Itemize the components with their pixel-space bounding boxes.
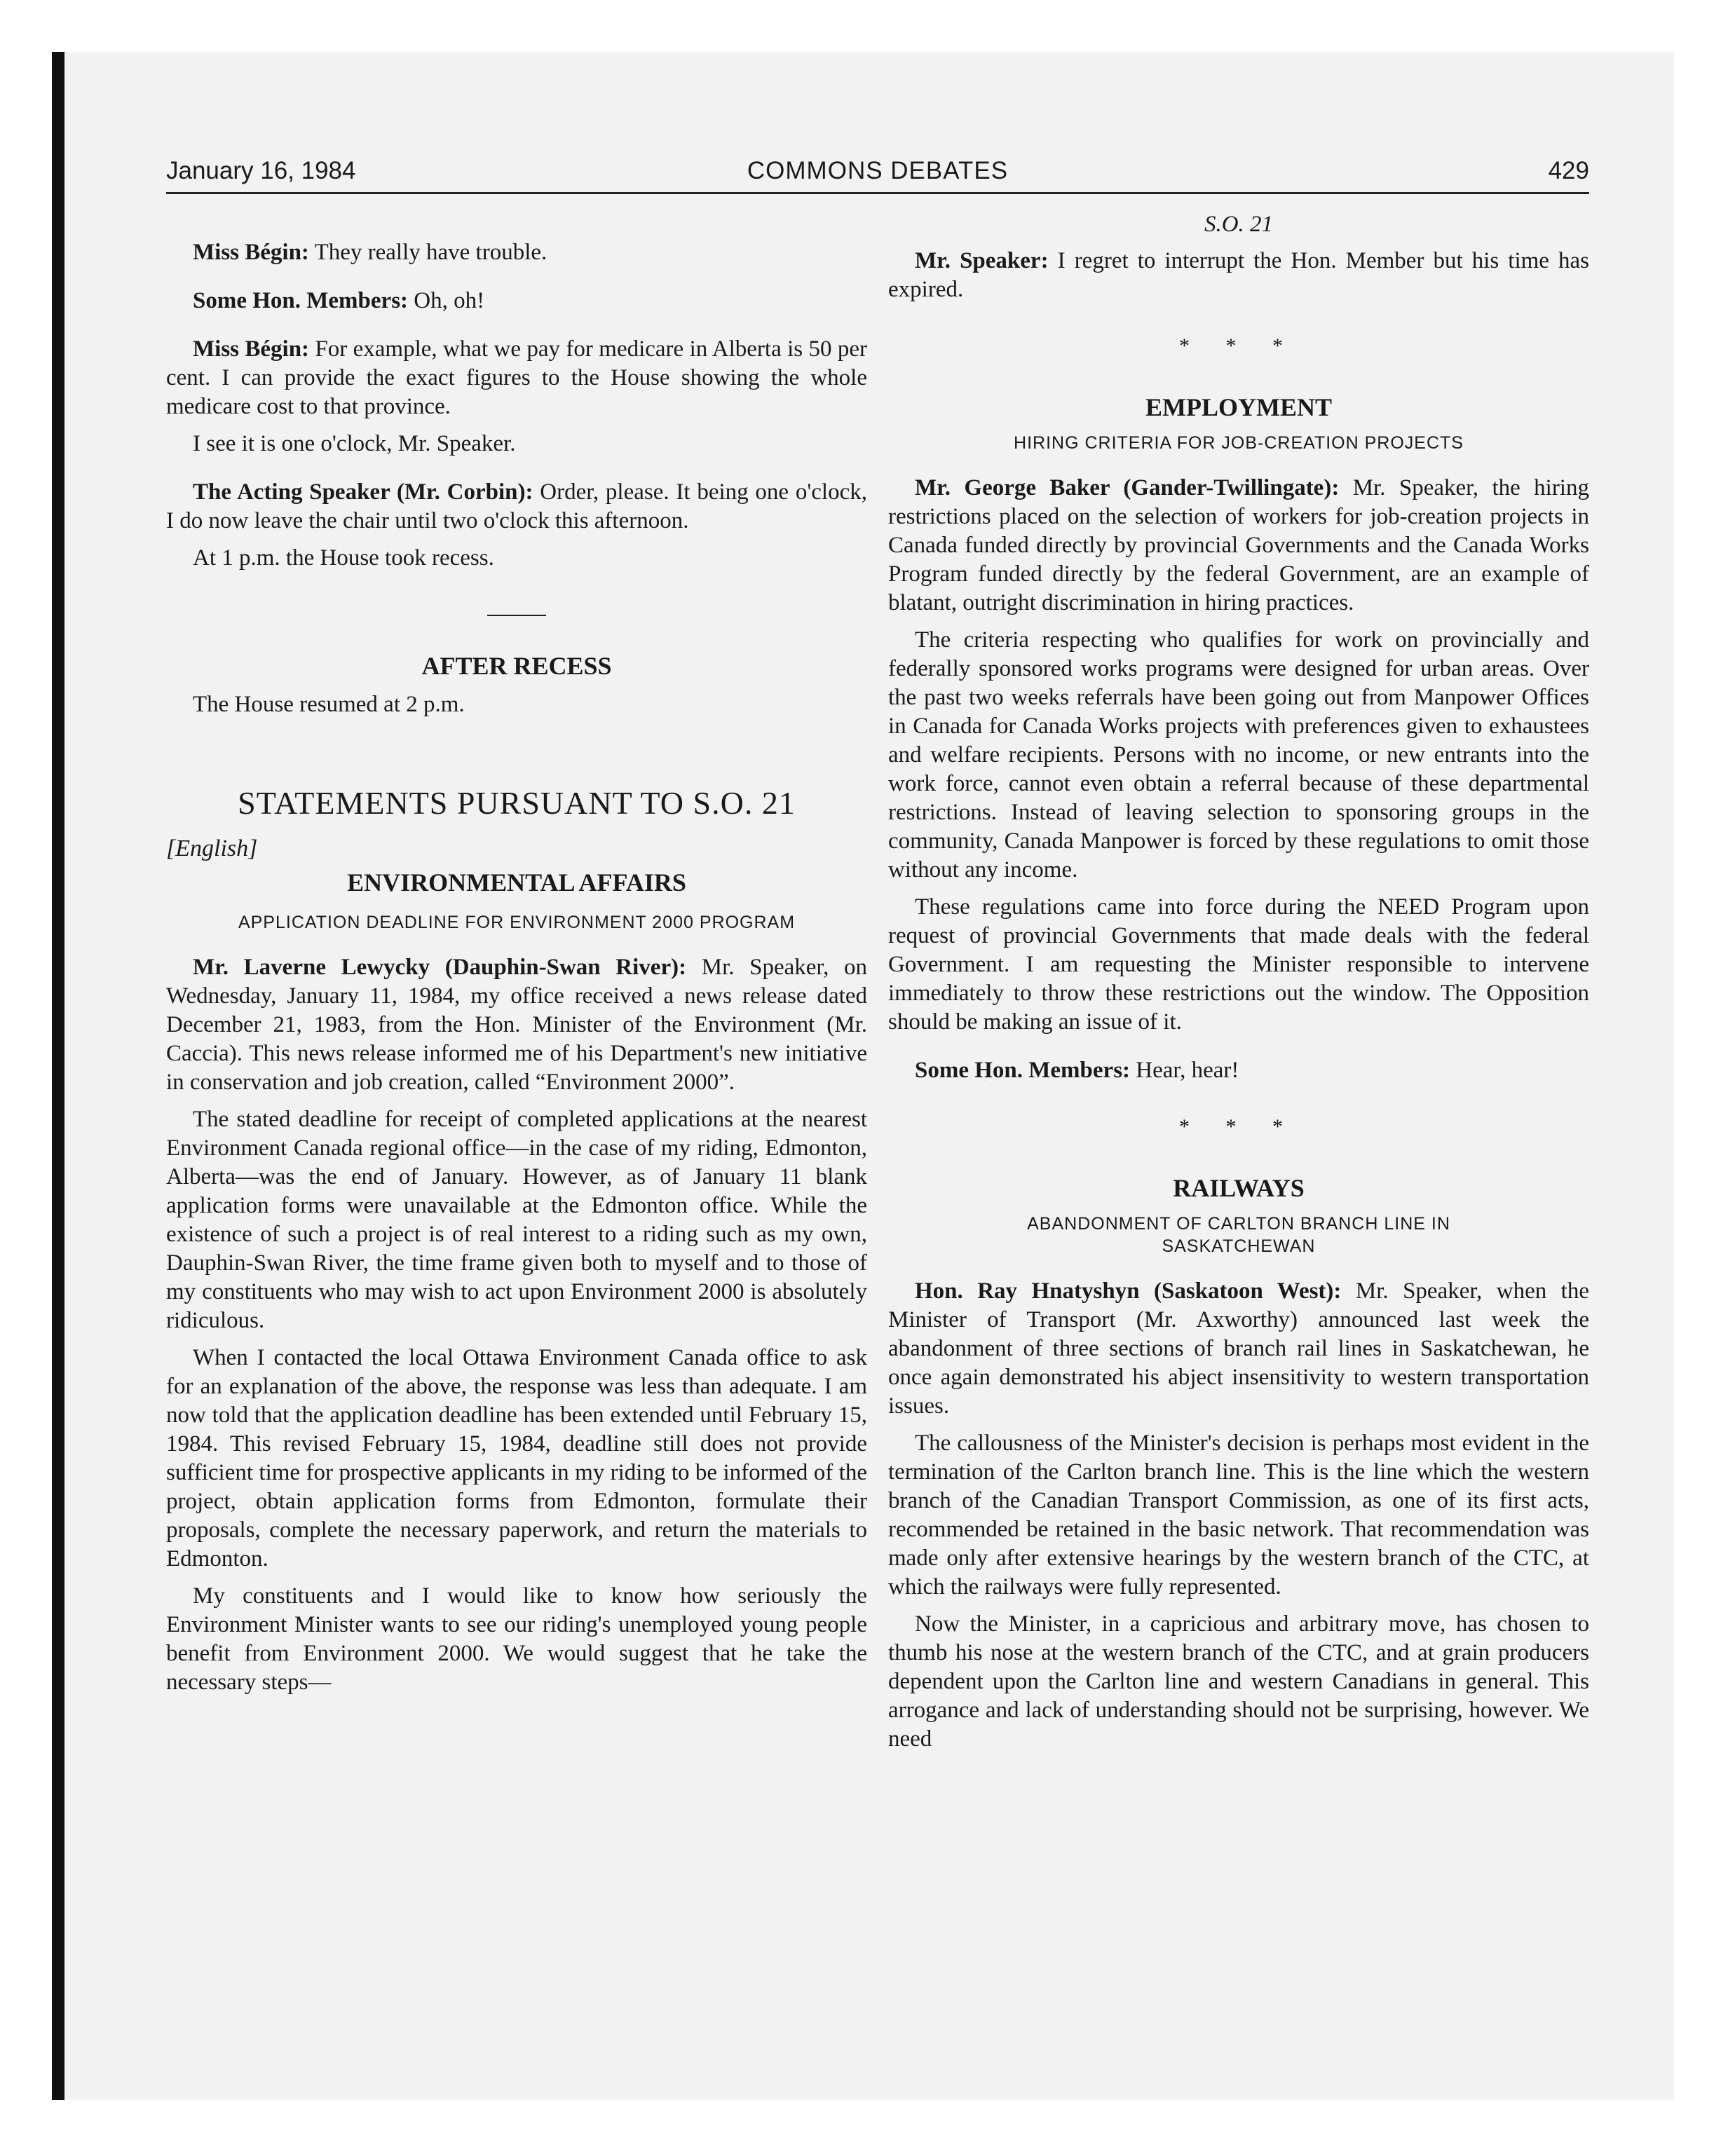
speaker-name: Mr. Laverne Lewycky (Dauphin-Swan River): <box>193 955 687 980</box>
paragraph: At 1 p.m. the House took recess. <box>193 545 494 571</box>
speaker-name: Miss Bégin: <box>193 240 309 265</box>
header-page-number: 429 <box>1548 157 1589 184</box>
header-title: COMMONS DEBATES <box>747 157 1009 184</box>
paragraph: My constituents and I would like to know how seriously the Environment Minister wants to see our riding's unemployed young people benefit from Environment 2000. We would suggest that he take the necessary steps— <box>166 1583 867 1695</box>
employment-subheading: HIRING CRITERIA FOR JOB-CREATION PROJECTS <box>1014 433 1464 453</box>
paragraph: The callousness of the Minister's decision is perhaps most evident in the termination of the Carlton branch line. This is the line which the western branch of the Canadian Transport Commission, as one of its first acts, recommended be retained in the basic network. That recommendation was made only after extensive hearings by the western branch of the CTC, at which the railways were fully represented. <box>888 1431 1589 1599</box>
paragraph: Mr. Speaker: I regret to interrupt the Hon. Member but his time has expired. <box>888 248 1589 302</box>
paragraph: The Acting Speaker (Mr. Corbin): Order, please. It being one o'clock, I do now leave the chair until two o'clock this afternoon. <box>166 479 867 533</box>
paragraph: Miss Bégin: They really have trouble. <box>193 240 547 265</box>
section-divider <box>487 615 546 616</box>
environment-subheading: APPLICATION DEADLINE FOR ENVIRONMENT 2000 PROGRAM <box>238 913 796 932</box>
language-marker: [English] <box>166 835 258 861</box>
right-column <box>888 210 1589 1754</box>
paragraph: Some Hon. Members: Oh, oh! <box>193 288 485 313</box>
paragraph: Miss Bégin: For example, what we pay for medicare in Alberta is 50 per cent. I can provide the exact figures to the House showing the whole medicare cost to that province. <box>166 336 867 419</box>
header-date: January 16, 1984 <box>166 157 356 184</box>
employment-heading: EMPLOYMENT <box>1145 393 1332 421</box>
speaker-name: Some Hon. Members: <box>915 1058 1131 1083</box>
page-header <box>166 156 1589 194</box>
paragraph: The House resumed at 2 p.m. <box>193 692 465 717</box>
scan-edge <box>52 52 64 2100</box>
paragraph: When I contacted the local Ottawa Environment Canada office to ask for an explanation of the above, the response was less than adequate. I am now told that the application deadline has been extended until February 15, 1984. This revised February 15, 1984, deadline still does not provide sufficient time for prospective applicants in my riding to be informed of the project, obtain application forms from Edmonton, formulate their proposals, complete the necessary paperwork, and return the materials to Edmonton. <box>166 1345 867 1571</box>
paragraph: These regulations came into force during the NEED Program upon request of provincial Governments that made deals with the federal Government. I am requesting the Minister responsible to intervene immediately to throw these restrictions out the window. The Opposition should be making an issue of it. <box>888 894 1589 1035</box>
section-stars: * * * <box>1179 1115 1298 1138</box>
paragraph: Hon. Ray Hnatyshyn (Saskatoon West): Mr. Speaker, when the Minister of Transport (Mr. Axworthy) announced last week the abandonment of three sections of branch rail lines in Saskatchewan, he once again demonstrated his abject insensitivity to western transportation issues. <box>888 1278 1589 1419</box>
speaker-name: Hon. Ray Hnatyshyn (Saskatoon West): <box>915 1278 1342 1304</box>
paragraph: Mr. George Baker (Gander-Twillingate): Mr. Speaker, the hiring restrictions placed on the selection of workers for job-creation projects in Canada funded directly by provincial Governments and the Canada Works Program funded directly by the federal Government, are an example of blatant, outright discrimination in hiring practices. <box>888 475 1589 615</box>
railways-subheading: ABANDONMENT OF CARLTON BRANCH LINE IN SASKATCHEWAN <box>1027 1214 1450 1256</box>
speaker-name: Mr. Speaker: <box>915 248 1049 273</box>
section-stars: * * * <box>1179 334 1298 357</box>
railways-heading: RAILWAYS <box>1173 1174 1305 1202</box>
paragraph: Some Hon. Members: Hear, hear! <box>915 1058 1239 1083</box>
speaker-name: The Acting Speaker (Mr. Corbin): <box>193 479 533 505</box>
paragraph: The stated deadline for receipt of completed applications at the nearest Environment Canada regional office—in the case of my riding, Edmonton, Alberta—was the end of January. However, as of January 11 blank application forms were unavailable at the Edmonton office. While the existence of such a project is of real interest to a riding such as my own, Dauphin-Swan River, the time frame given both to myself and to those of my constituents who may wish to act upon Environment 2000 is absolutely ridiculous. <box>166 1107 867 1333</box>
paragraph: The criteria respecting who qualifies for work on provincially and federally sponsored works programs were designed for urban areas. Over the past two weeks referrals have been going out from Manpower Offices in Canada for Canada Works projects with preferences given to exhaustees and welfare recipients. Persons with no income, or new entrants into the work force, cannot even obtain a referral because of these departmental restrictions. Instead of leaving selection to sponsoring groups in the community, Canada Manpower is forced by these regulations to omit those without any income. <box>888 627 1589 882</box>
speaker-name: Some Hon. Members: <box>193 288 409 313</box>
speaker-name: Mr. George Baker (Gander-Twillingate): <box>915 475 1340 500</box>
after-recess-heading: AFTER RECESS <box>421 652 612 680</box>
paragraph: Now the Minister, in a capricious and arbitrary move, has chosen to thumb his nose at the western branch of the CTC, and at grain producers dependent upon the Carlton line and western Canadians in general. This arrogance and lack of understanding should not be surprising, however. We need <box>888 1611 1589 1752</box>
environmental-affairs-heading: ENVIRONMENTAL AFFAIRS <box>347 868 686 896</box>
so-label: S.O. 21 <box>1204 212 1274 237</box>
speaker-name: Miss Bégin: <box>193 336 310 362</box>
paragraph: Mr. Laverne Lewycky (Dauphin-Swan River): Mr. Speaker, on Wednesday, January 11, 1984, my office received a news release dated December 21, 1983, from the Hon. Minister of the Environment (Mr. Caccia). This news release informed me of his Department's new initiative in conservation and job creation, called “Environment 2000”. <box>166 955 867 1095</box>
statements-heading: STATEMENTS PURSUANT TO S.O. 21 <box>238 785 796 821</box>
left-column <box>166 210 867 1697</box>
paragraph: I see it is one o'clock, Mr. Speaker. <box>193 431 516 456</box>
